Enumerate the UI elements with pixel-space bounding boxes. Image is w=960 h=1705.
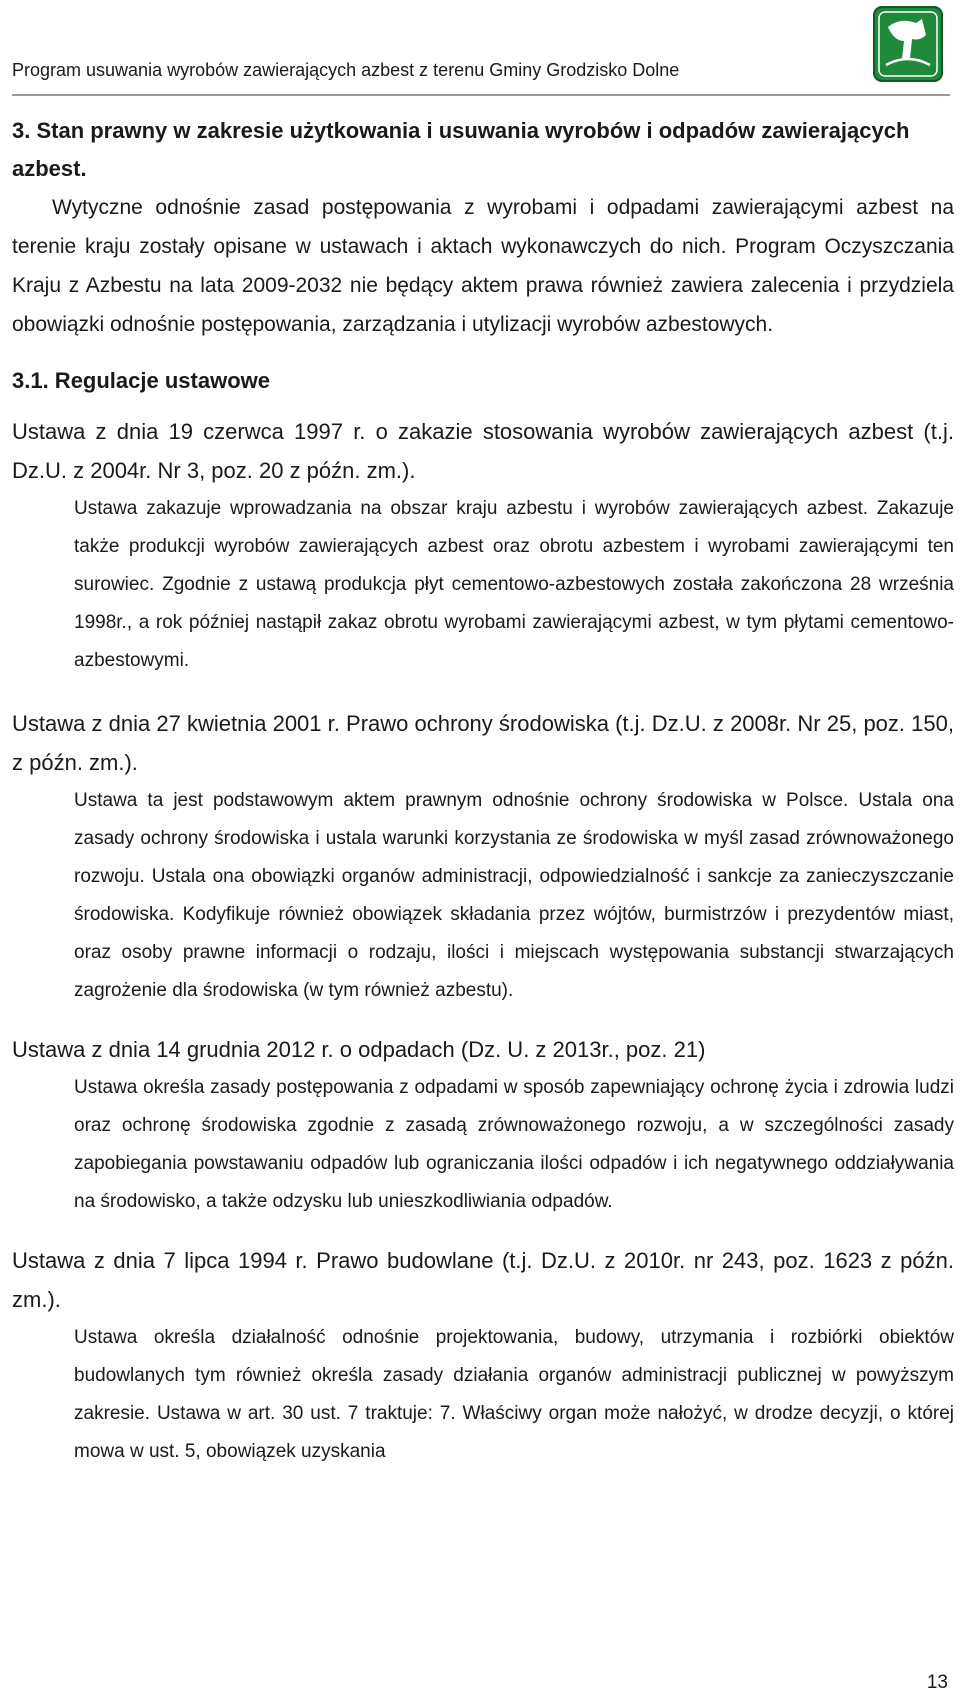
law-description: Ustawa określa zasady postępowania z odpadami w sposób zapewniający ochronę życia i zdrowia ludzi oraz ochronę środowiska zgodnie z zasadą zrównoważonego rozwoju, a w szczególności zasady zapobiegania powstawaniu odpadów lub ograniczania ilości odpadów i ich negatywnego oddziaływania na środowisko, a także odzysku lub unieszkodliwiania odpadów. xyxy=(74,1077,954,1212)
municipality-logo xyxy=(872,5,944,83)
header-title: Program usuwania wyrobów zawierających azbest z terenu Gminy Grodzisko Dolne xyxy=(12,60,680,80)
section-heading: 3. Stan prawny w zakresie użytkowania i usuwania wyrobów i odpadów zawierających azbest. xyxy=(12,118,910,181)
page-header xyxy=(12,54,950,96)
subsection-heading: 3.1. Regulacje ustawowe xyxy=(12,368,270,393)
law-description: Ustawa określa działalność odnośnie projektowania, budowy, utrzymania i rozbiórki obiektów budowlanych tym również określa zasady działania organów administracji publicznej w powyższym zakresie. Ustawa w art. 30 ust. 7 traktuje: 7. Właściwy organ może nałożyć, w drodze decyzji, o której mowa w ust. 5, obowiązek uzyskania xyxy=(74,1327,954,1462)
law-title: Ustawa z dnia 14 grudnia 2012 r. o odpadach (Dz. U. z 2013r., poz. 21) xyxy=(12,1037,706,1062)
page-number: 13 xyxy=(926,1672,948,1693)
law-title: Ustawa z dnia 7 lipca 1994 r. Prawo budowlane (t.j. Dz.U. z 2010r. nr 243, poz. 1623 z późn. zm.). xyxy=(12,1248,954,1312)
law-title: Ustawa z dnia 19 czerwca 1997 r. o zakazie stosowania wyrobów zawierających azbest (t.j. Dz.U. z 2004r. Nr 3, poz. 20 z późn. zm.). xyxy=(12,419,954,483)
law-title: Ustawa z dnia 27 kwietnia 2001 r. Prawo ochrony środowiska (t.j. Dz.U. z 2008r. Nr 25, poz. 150, z późn. zm.). xyxy=(12,711,954,775)
law-description: Ustawa zakazuje wprowadzania na obszar kraju azbestu i wyrobów zawierających azbest. Zakazuje także produkcji wyrobów zawierających azbest oraz obrotu azbestem i wyrobami zawierającymi ten surowiec. Zgodnie z ustawą produkcja płyt cementowo-azbestowych została zakończona 28 września 1998r., a rok później nastąpił zakaz obrotu wyrobami zawierającymi azbest, w tym płytami cementowo-azbestowymi. xyxy=(74,498,954,671)
document-body xyxy=(12,112,954,1471)
section-paragraph: Wytyczne odnośnie zasad postępowania z wyrobami i odpadami zawierającymi azbest na terenie kraju zostały opisane w ustawach i aktach wykonawczych do nich. Program Oczyszczania Kraju z Azbestu na lata 2009-2032 nie będący aktem prawa również zawiera zalecenia i przydziela obowiązki odnośnie postępowania, zarządzania i utylizacji wyrobów azbestowych. xyxy=(12,196,954,336)
law-description: Ustawa ta jest podstawowym aktem prawnym odnośnie ochrony środowiska w Polsce. Ustala ona zasady ochrony środowiska i ustala warunki korzystania ze środowiska w myśl zasad zrównoważonego rozwoju. Ustala ona obowiązki organów administracji, odpowiedzialność i sankcje za zanieczyszczanie środowiska. Kodyfikuje również obowiązek składania przez wójtów, burmistrzów i prezydentów miast, oraz osoby prawne informacji o rodzaju, ilości i miejscach występowania substancji stwarzających zagrożenie dla środowiska (w tym również azbestu). xyxy=(74,790,954,1001)
